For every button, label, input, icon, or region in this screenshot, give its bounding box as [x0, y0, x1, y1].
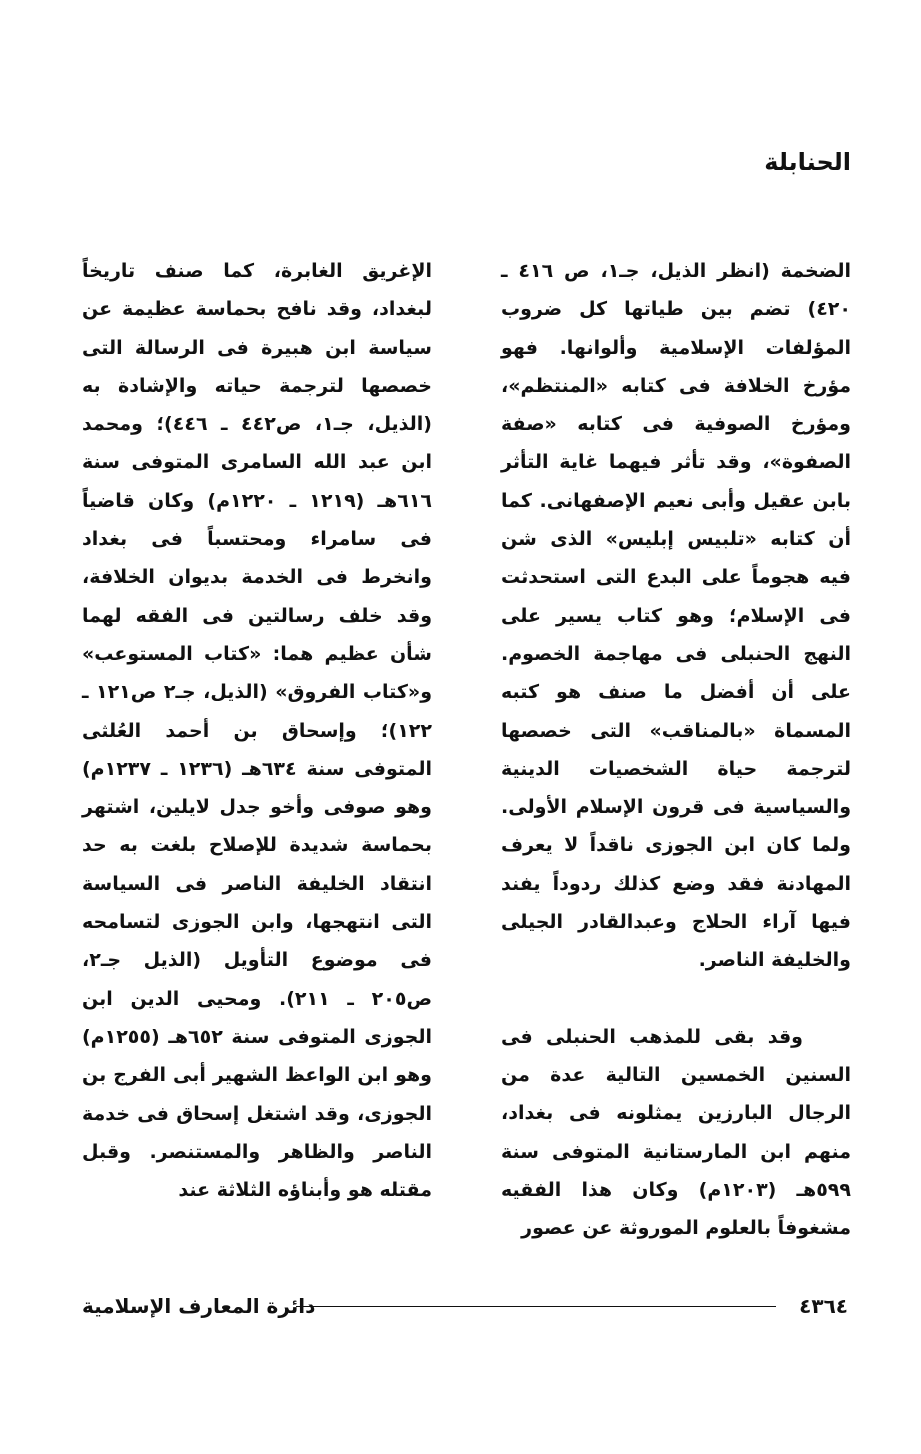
- right-column-paragraph-2: وقد بقى للمذهب الحنبلى فى السنين الخمسين التالية عدة من الرجال البارزين يمثلونه فى بغداد، منهم ابن المارستانية المتوفى سنة ٥٩٩هـ (١٢٠٣م) وكان هذا الفقيه مشغوفاً بالعلوم الموروثة عن عصور: [501, 1025, 851, 1240]
- page-footer: [82, 1292, 848, 1322]
- right-column: [501, 252, 851, 1247]
- left-column-paragraph-1: الإغريق الغابرة، كما صنف تاريخاً لبغداد، وقد نافح بحماسة عظيمة عن سياسة ابن هبيرة فى الرسالة التى خصصها لترجمة حياته والإشادة به (الذيل، جـ١، ص٤٤٢ ـ ٤٤٦)؛ ومحمد ابن عبد الله السامرى المتوفى سنة ٦١٦هـ (١٢١٩ ـ ١٢٢٠م) وكان قاضياً فى سامراء ومحتسباً فى بغداد وانخرط فى الخدمة بديوان الخلافة، وقد خلف رسالتين فى الفقه لهما شأن عظيم هما: «كتاب المستوعب» و«كتاب الفروق» (الذيل، جـ٢ ص١٢١ ـ ١٢٢)؛ وإسحاق بن أحمد العُلثى المتوفى سنة ٦٣٤هـ (١٢٣٦ ـ ١٢٣٧م) وهو صوفى وأخو جدل لايلين، اشتهر بحماسة شديدة للإصلاح بلغت به حد انتقاد الخليفة الناصر فى السياسة التى انتهجها، وابن الجوزى لتسامحه فى موضوع التأويل (الذيل جـ٢، ص٢٠٥ ـ ٢١١). ومحيى الدين ابن الجوزى المتوفى سنة ٦٥٢هـ (١٢٥٥م) وهو ابن الواعظ الشهير أبى الفرج بن الجوزى، وقد اشتغل إسحاق فى خدمة الناصر والظاهر والمستنصر. وقبل مقتله هو وأبناؤه الثلاثة عند: [82, 260, 433, 1202]
- left-column: [82, 252, 432, 1209]
- footer-rule: [296, 1306, 776, 1307]
- running-title: الحنابلة: [764, 148, 851, 176]
- journal-title: دائرة المعارف الإسلامية: [82, 1294, 316, 1318]
- page-number: ٤٣٦٤: [799, 1294, 848, 1318]
- right-column-paragraph-1: الضخمة (انظر الذيل، جـ١، ص ٤١٦ ـ ٤٢٠) تضم بين طياتها كل ضروب المؤلفات الإسلامية وألوانها. فهو مؤرخ الخلافة فى كتابه «المنتظم»، ومؤرخ الصوفية فى كتابه «صفة الصفوة»، وقد تأثر فيهما غاية التأثر بابن عقيل وأبى نعيم الإصفهانى. كما أن كتابه «تلبيس إبليس» الذى شن فيه هجوماً على البدع التى استحدثت فى الإسلام؛ وهو كتاب يسير على النهج الحنبلى فى مهاجمة الخصوم. على أن أفضل ما صنف هو كتبه المسماة «بالمناقب» التى خصصها لترجمة حياة الشخصيات الدينية والسياسية فى قرون الإسلام الأولى. ولما كان ابن الجوزى ناقداً لا يعرف المهادنة فقد وضع كذلك ردوداً يفند فيها آراء الحلاج وعبدالقادر الجيلى والخليفة الناصر.: [501, 260, 851, 972]
